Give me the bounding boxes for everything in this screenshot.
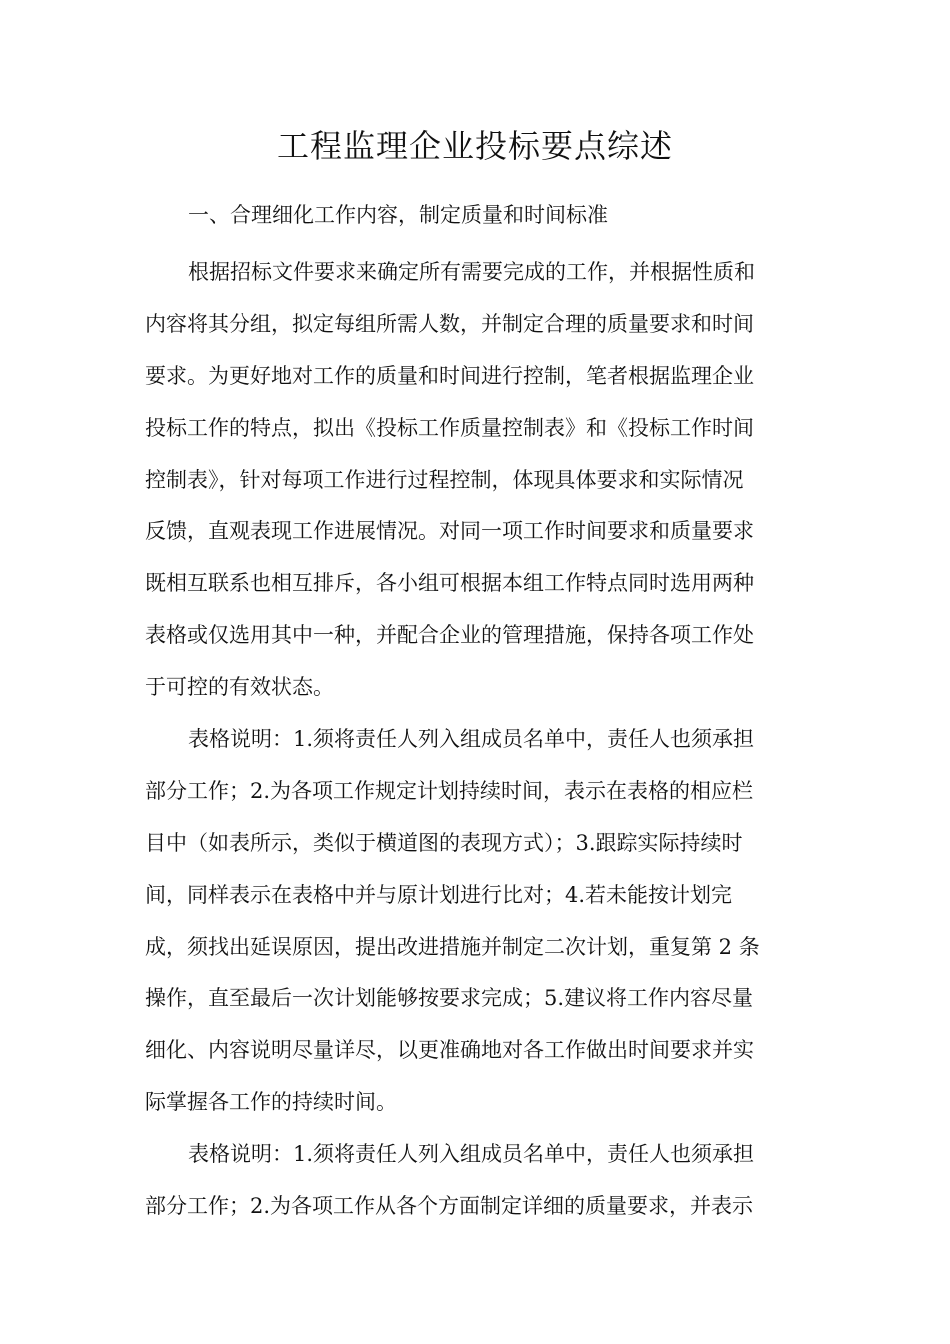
paragraph-line: 表格说明：1.须将责任人列入组成员名单中，责任人也须承担 (188, 1142, 755, 1167)
paragraph-line: 于可控的有效状态。 (145, 675, 334, 700)
document-title: 工程监理企业投标要点综述 (276, 127, 673, 165)
paragraph-line: 控制表》，针对每项工作进行过程控制，体现具体要求和实际情况 (145, 467, 744, 492)
paragraph-1 (145, 247, 815, 714)
paragraph-line: 要求。为更好地对工作的质量和时间进行控制，笔者根据监理企业 (145, 363, 754, 388)
paragraph-line: 部分工作；2.为各项工作规定计划持续时间，表示在表格的相应栏 (145, 778, 754, 803)
paragraph-line: 际掌握各工作的持续时间。 (145, 1090, 397, 1115)
document-body (145, 247, 815, 1233)
paragraph-line: 表格或仅选用其中一种，并配合企业的管理措施，保持各项工作处 (145, 623, 754, 648)
paragraph-line: 根据招标文件要求来确定所有需要完成的工作，并根据性质和 (188, 260, 755, 284)
paragraph-line: 表格说明：1.须将责任人列入组成员名单中，责任人也须承担 (188, 727, 755, 752)
section-heading: 一、合理细化工作内容，制定质量和时间标准 (188, 203, 608, 227)
paragraph-line: 操作，直至最后一次计划能够按要求完成；5.建议将工作内容尽量 (145, 986, 754, 1011)
paragraph-line: 部分工作；2.为各项工作从各个方面制定详细的质量要求，并表示 (145, 1194, 754, 1219)
paragraph-line: 既相互联系也相互排斥，各小组可根据本组工作特点同时选用两种 (145, 571, 754, 596)
paragraph-2 (145, 714, 815, 1129)
paragraph-line: 细化、内容说明尽量详尽，以更准确地对各工作做出时间要求并实 (145, 1038, 754, 1063)
paragraph-line: 反馈，直观表现工作进展情况。对同一项工作时间要求和质量要求 (145, 519, 754, 544)
paragraph-3 (145, 1129, 815, 1233)
paragraph-line: 目中（如表所示，类似于横道图的表现方式）；3.跟踪实际持续时 (145, 830, 743, 855)
paragraph-line: 间，同样表示在表格中并与原计划进行比对；4.若未能按计划完 (145, 882, 733, 907)
paragraph-line: 内容将其分组，拟定每组所需人数，并制定合理的质量要求和时间 (145, 311, 754, 336)
paragraph-line: 成，须找出延误原因，提出改进措施并制定二次计划，重复第 2 条 (145, 934, 760, 959)
paragraph-line: 投标工作的特点，拟出《投标工作质量控制表》和《投标工作时间 (145, 415, 754, 440)
